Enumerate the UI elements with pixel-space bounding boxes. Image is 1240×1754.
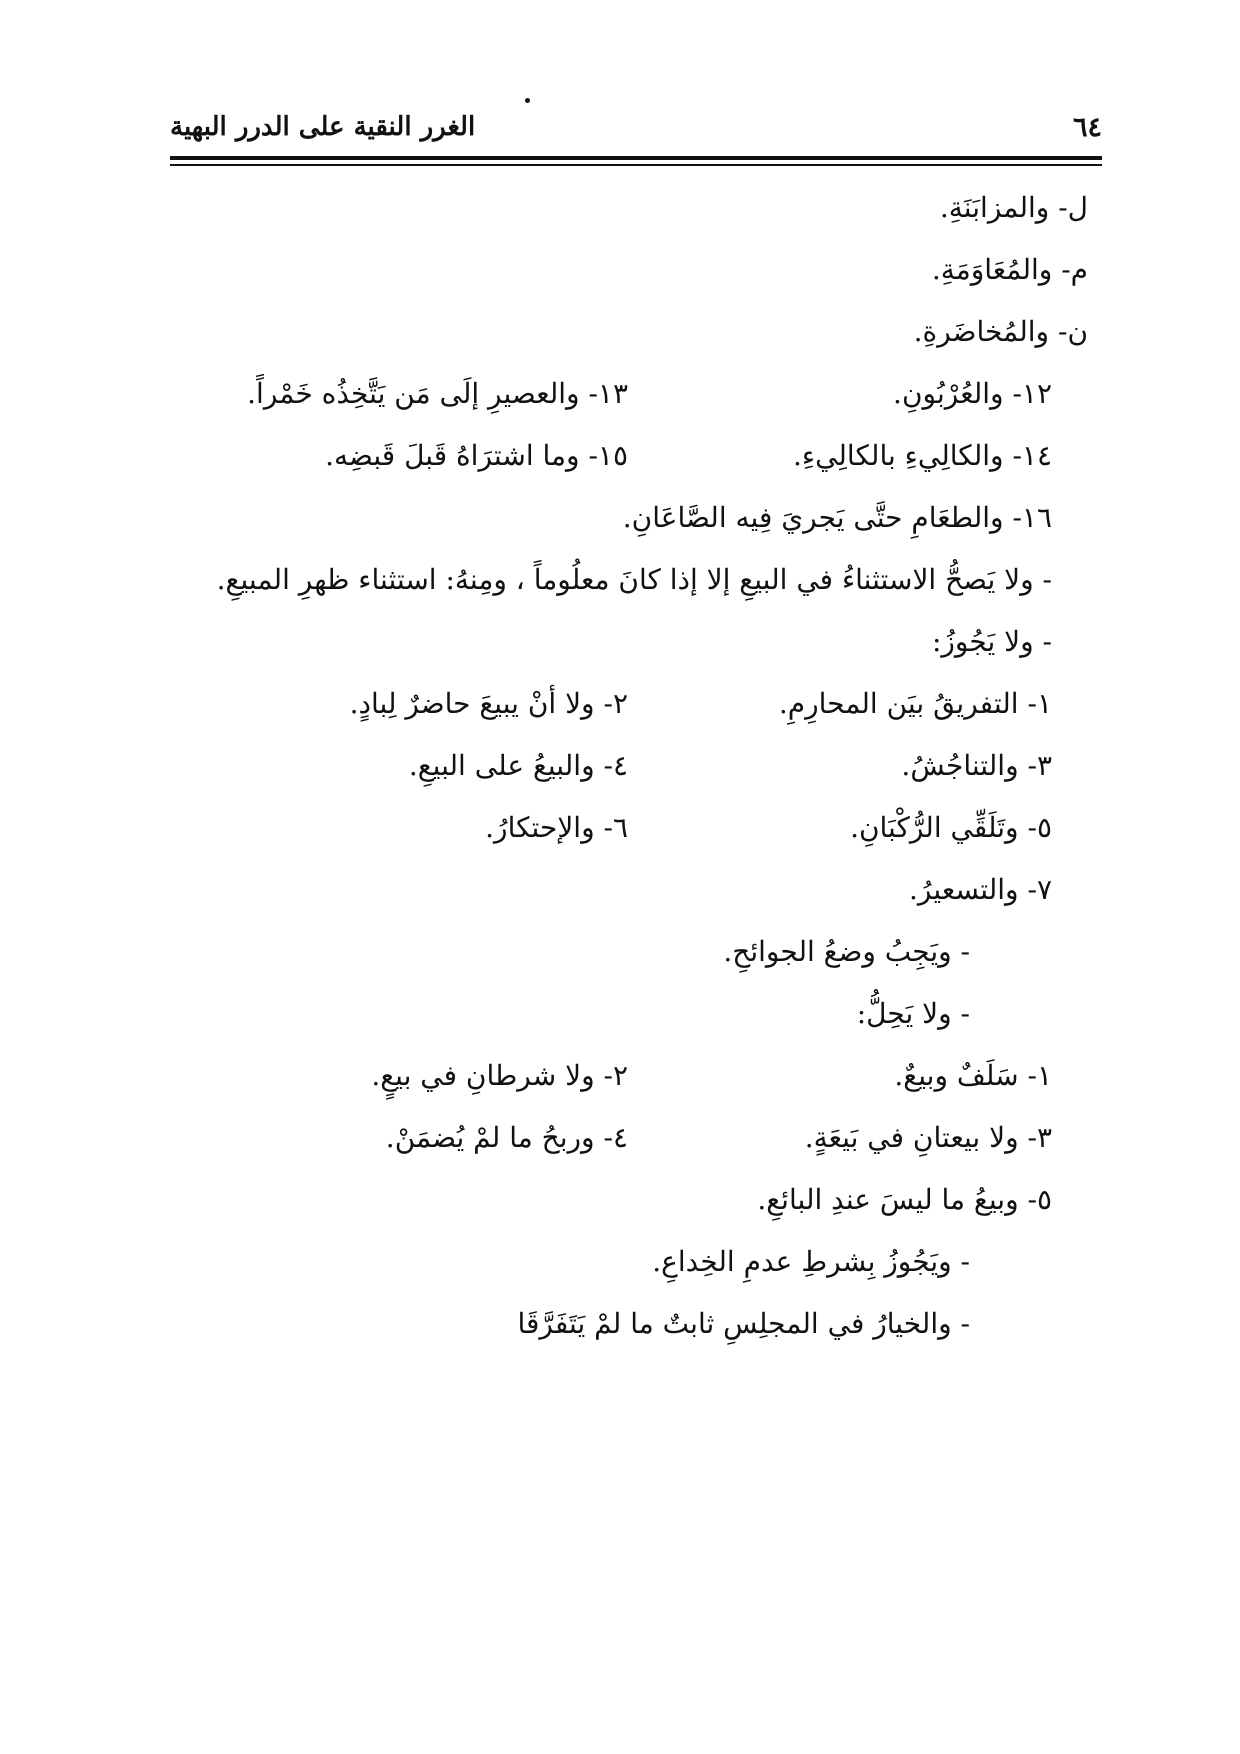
list-item-yajuz-1: ١- التفريقُ بيَن المحارِمِ. (778, 687, 1052, 720)
paragraph-jawaih: - ويَجِبُ وضعُ الجوائحِ. (723, 935, 970, 968)
list-item-lam: ل- والمزابَنَةِ. (939, 191, 1088, 224)
list-item-yajuz-7: ٧- والتسعيرُ. (909, 873, 1052, 906)
list-item-nun: ن- والمُخاضَرةِ. (913, 315, 1088, 348)
header-dot-mark (525, 98, 530, 103)
list-item-yajuz-3: ٣- والتناجُشُ. (901, 749, 1052, 782)
header-rule-thick (170, 156, 1102, 160)
list-item-mim: م- والمُعَاوَمَةِ. (931, 253, 1088, 286)
list-item-13: ١٣- والعصيرِ إلَى مَن يَتَّخِذُه خَمْراً. (247, 377, 628, 410)
paragraph-khida: - ويَجُوزُ بِشرطِ عدمِ الخِداعِ. (652, 1245, 970, 1278)
running-title: الغرر النقية على الدرر البهية (170, 112, 476, 142)
list-item-yahill-3: ٣- ولا بيعتانِ في بَيعَةٍ. (804, 1121, 1052, 1154)
heading-la-yahill: - ولا يَحِلُّ: (856, 997, 970, 1030)
header-rule-thin (170, 164, 1102, 166)
paragraph-istithna: - ولا يَصحُّ الاستثناءُ في البيعِ إلا إذا كانَ معلُوماً ، ومِنهُ: استثناء ظهرِ المبيعِ. (216, 563, 1052, 596)
page-number: ٦٤ (1072, 112, 1102, 143)
list-item-yahill-4: ٤- وربحُ ما لمْ يُضمَنْ. (385, 1121, 628, 1154)
paragraph-khiyar: - والخيارُ في المجلِسِ ثابتٌ ما لمْ يَتَفَرَّقَا (517, 1307, 970, 1340)
list-item-16: ١٦- والطعَامِ حتَّى يَجريَ فِيه الصَّاعَانِ. (622, 501, 1052, 534)
list-item-yajuz-2: ٢- ولا أنْ يبيعَ حاضرٌ لِبادٍ. (349, 687, 628, 720)
list-item-yajuz-6: ٦- والإحتكارُ. (485, 811, 628, 844)
list-item-yahill-5: ٥- وبيعُ ما ليسَ عندِ البائعِ. (757, 1183, 1052, 1216)
list-item-14: ١٤- والكالِيءِ بالكالِيءِ. (793, 439, 1052, 472)
list-item-15: ١٥- وما اشترَاهُ قَبلَ قَبضِه. (325, 439, 628, 472)
list-item-yajuz-5: ٥- وتَلَقِّي الرُّكْبَانِ. (850, 811, 1052, 844)
heading-la-yajuz: - ولا يَجُوزُ: (931, 625, 1052, 658)
page-header (170, 112, 1102, 152)
list-item-yajuz-4: ٤- والبيعُ على البيعِ. (408, 749, 628, 782)
list-item-yahill-1: ١- سَلَفٌ وبيعٌ. (894, 1059, 1052, 1092)
list-item-12: ١٢- والعُرْبُونِ. (893, 377, 1052, 410)
list-item-yahill-2: ٢- ولا شرطانِ في بيعٍ. (371, 1059, 628, 1092)
